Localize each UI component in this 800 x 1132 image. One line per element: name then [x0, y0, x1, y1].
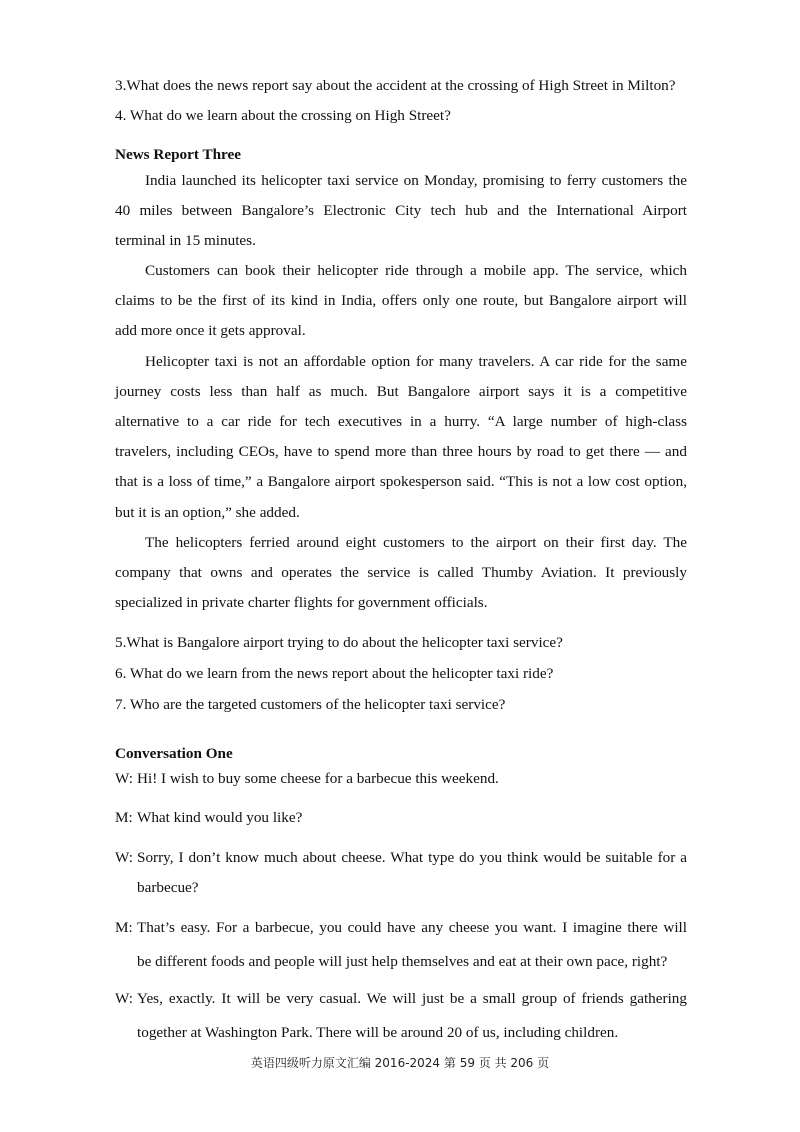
- dialogue-line: Yes, exactly. It will be very casual. We will just be a small group of friends gathering: [137, 990, 687, 1007]
- dialogue-line: What kind would you like?: [137, 809, 303, 826]
- paragraph-line: travelers, including CEOs, have to spend more than three hours by road to get there — and: [115, 443, 687, 460]
- question-7: 7. Who are the targeted customers of the helicopter taxi service?: [115, 696, 506, 713]
- speaker-label: M:: [115, 809, 133, 826]
- paragraph-line: but it is an option,” she added.: [115, 504, 300, 521]
- page-footer: 英语四级听力原文汇编 2016-2024 第 59 页 共 206 页: [250, 1056, 550, 1070]
- paragraph-line: Customers can book their helicopter ride through a mobile app. The service, which: [145, 262, 687, 279]
- paragraph-line: journey costs less than half as much. But Bangalore airport says it is a competitive: [115, 383, 687, 400]
- question-6: 6. What do we learn from the news report about the helicopter taxi ride?: [115, 665, 554, 682]
- paragraph-line: company that owns and operates the service is called Thumby Aviation. It previously: [115, 564, 687, 581]
- paragraph-line: claims to be the first of its kind in India, offers only one route, but Bangalore airport will: [115, 292, 687, 309]
- conversation-one-heading: Conversation One: [115, 745, 233, 762]
- question-5: 5.What is Bangalore airport trying to do about the helicopter taxi service?: [115, 634, 563, 651]
- paragraph-line: Helicopter taxi is not an affordable option for many travelers. A car ride for the same: [145, 353, 687, 370]
- dialogue-line: barbecue?: [137, 879, 199, 896]
- paragraph-line: that is a loss of time,” a Bangalore airport spokesperson said. “This is not a low cost option,: [115, 473, 687, 490]
- speaker-label: M:: [115, 919, 133, 936]
- paragraph-line: 40 miles between Bangalore’s Electronic City tech hub and the International Airport: [115, 202, 687, 219]
- speaker-label: W:: [115, 849, 133, 866]
- dialogue-line: That’s easy. For a barbecue, you could have any cheese you want. I imagine there will: [137, 919, 687, 936]
- dialogue-line: Hi! I wish to buy some cheese for a barbecue this weekend.: [137, 770, 499, 787]
- question-4: 4. What do we learn about the crossing on High Street?: [115, 107, 451, 124]
- dialogue-line: be different foods and people will just help themselves and eat at their own pace, right?: [137, 953, 668, 970]
- question-3: 3.What does the news report say about the accident at the crossing of High Street in Milton?: [115, 77, 676, 94]
- speaker-label: W:: [115, 990, 133, 1007]
- paragraph-line: India launched its helicopter taxi service on Monday, promising to ferry customers the: [145, 172, 687, 189]
- paragraph-line: specialized in private charter flights for government officials.: [115, 594, 488, 611]
- paragraph-line: add more once it gets approval.: [115, 322, 306, 339]
- dialogue-line: Sorry, I don’t know much about cheese. What type do you think would be suitable for a: [137, 849, 687, 866]
- paragraph-line: terminal in 15 minutes.: [115, 232, 256, 249]
- speaker-label: W:: [115, 770, 133, 787]
- dialogue-line: together at Washington Park. There will be around 20 of us, including children.: [137, 1024, 619, 1041]
- paragraph-line: The helicopters ferried around eight customers to the airport on their first day. The: [145, 534, 687, 551]
- news-report-three-heading: News Report Three: [115, 146, 241, 163]
- paragraph-line: alternative to a car ride for tech executives in a hurry. “A large number of high-class: [115, 413, 687, 430]
